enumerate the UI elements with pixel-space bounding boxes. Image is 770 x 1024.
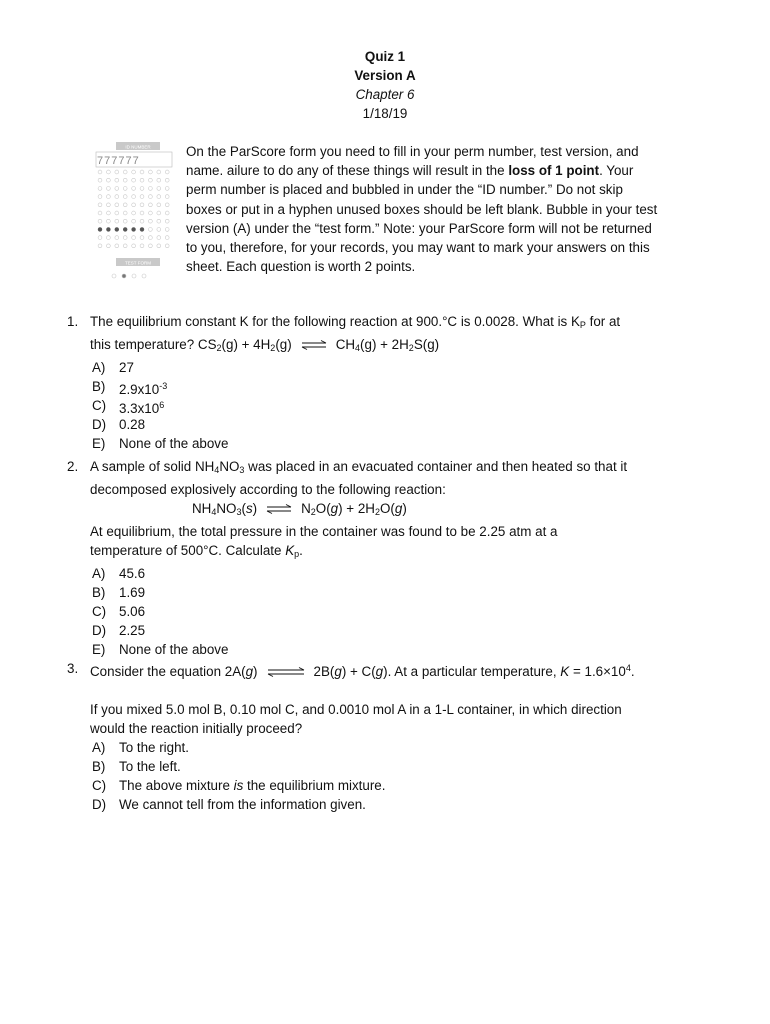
form-bubble xyxy=(157,211,161,215)
form-bubble xyxy=(157,203,161,207)
id-number-digits: 777777 xyxy=(97,155,140,167)
option-letter: C) xyxy=(92,398,107,413)
question-text-line2: decomposed explosively according to the following reaction: xyxy=(90,482,446,497)
question-text: The equilibrium constant K for the following reaction at 900.°C is 0.0028. What is K xyxy=(90,314,580,329)
form-bubble xyxy=(165,236,169,240)
equilibrium-arrow-icon xyxy=(266,667,306,677)
question-2-reaction: $NH_4NO_3(s) N_2O(g) + 2H_2O(g)$ xyxy=(192,501,407,517)
instructions-text-2: . Your perm number is placed and bubbled in under the “ID number.” Do not skip boxes or put in a hyphen unused boxes should be left blank. Bubble in your test version (A) under the “test form.” Note: your ParScore form will not be returned to you, therefore, for your records, you may want to mark your answers on this sheet. Each question is worth 2 points. xyxy=(186,163,658,275)
form-bubble xyxy=(149,178,153,182)
form-bubble xyxy=(123,195,127,199)
id-number-label: ID NUMBER xyxy=(125,144,151,150)
equilibrium-arrow-icon xyxy=(265,504,293,514)
form-bubble xyxy=(98,195,102,199)
form-bubble xyxy=(157,170,161,174)
option-c xyxy=(92,776,667,795)
form-bubble xyxy=(157,187,161,191)
option-letter: B) xyxy=(92,759,106,774)
parscore-form-image xyxy=(94,140,174,288)
form-bubble xyxy=(132,203,136,207)
form-bubble xyxy=(149,228,153,232)
kp-subscript: P xyxy=(579,320,586,330)
question-3-stem: Consider the equation 2A(g) 2B(g) + C(g). At a particular temperature, $K = 1.6\times 10^4$. If you mixed 5.0 mol B, 0.10 mol C, and 0.0010 mol A in a 1-L container, in which direction would the reaction initially proceed? xyxy=(90,659,667,738)
form-bubble xyxy=(149,211,153,215)
form-bubble xyxy=(132,219,136,223)
option-letter: D) xyxy=(92,417,107,432)
question-text-line3: At equilibrium, the total pressure in the container was found to be 2.25 atm at a xyxy=(90,524,558,539)
form-bubble xyxy=(140,211,144,215)
form-bubble xyxy=(149,236,153,240)
option-exponent: -3 xyxy=(159,381,168,391)
form-bubble xyxy=(132,236,136,240)
form-bubble xyxy=(157,236,161,240)
question-text-mid: ). At a particular temperature, xyxy=(383,664,557,679)
question-text-line4-label: temperature of 500°C. Calculate xyxy=(90,543,282,558)
option-mantissa: 3.3x10 xyxy=(119,401,160,416)
quiz-version: Version A xyxy=(354,68,416,83)
question-1-reaction: this temperature? $CS_2(g) + 4H_2(g) CH_4(g) + 2H_2S(g)$ xyxy=(90,337,440,353)
question-number: 1. xyxy=(67,314,79,329)
form-bubble xyxy=(140,244,144,248)
form-bubble xyxy=(98,236,102,240)
form-bubble xyxy=(98,244,102,248)
option-exponent: 6 xyxy=(159,400,165,410)
question-text-line2: this temperature? xyxy=(90,337,195,352)
form-bubble xyxy=(115,244,119,248)
option-mantissa: 2.9x10 xyxy=(119,382,160,397)
option-text-emphasis: is xyxy=(233,778,244,793)
form-bubble xyxy=(132,195,136,199)
option-text: 27 xyxy=(119,360,134,375)
instructions-text-1: On the ParScore form you need to fill in your perm number, test version, and name. ailure to do any of these things will result in the xyxy=(186,144,639,179)
form-bubble xyxy=(149,244,153,248)
option-a xyxy=(92,738,667,757)
form-bubble xyxy=(165,228,169,232)
form-bubble xyxy=(115,211,119,215)
option-text: To the right. xyxy=(119,740,189,755)
form-bubble xyxy=(140,236,144,240)
form-bubble xyxy=(107,170,111,174)
form-bubble xyxy=(115,187,119,191)
option-text: 2.25 xyxy=(119,623,146,638)
option-text: To the left. xyxy=(119,759,181,774)
question-text: A sample of solid NH xyxy=(90,459,215,474)
form-bubble xyxy=(107,236,111,240)
form-bubble xyxy=(107,219,111,223)
form-bubble xyxy=(107,195,111,199)
option-c xyxy=(92,602,667,621)
form-bubble xyxy=(115,203,119,207)
option-letter: E) xyxy=(92,642,106,657)
form-bubble xyxy=(149,187,153,191)
form-bubble xyxy=(132,228,136,232)
option-b xyxy=(92,583,667,602)
form-bubble xyxy=(98,178,102,182)
option-text-post: the equilibrium mixture. xyxy=(243,778,386,793)
form-bubble xyxy=(123,187,127,191)
question-text-line4: temperature of 500°C. Calculate $K_p$. xyxy=(90,543,303,559)
form-bubble xyxy=(165,170,169,174)
option-text xyxy=(119,776,385,795)
form-bubble xyxy=(123,203,127,207)
form-bubble xyxy=(165,203,169,207)
form-bubble xyxy=(123,178,127,182)
form-bubble xyxy=(140,187,144,191)
form-bubble xyxy=(123,228,127,232)
form-bubble xyxy=(98,203,102,207)
form-bubble xyxy=(157,195,161,199)
form-bubble xyxy=(115,195,119,199)
k-exponent: 4 xyxy=(625,663,631,673)
option-text: 0.28 xyxy=(119,417,146,432)
instructions-penalty: loss of 1 point xyxy=(508,163,600,179)
option-letter: A) xyxy=(92,360,106,375)
form-bubble xyxy=(149,170,153,174)
form-bubble xyxy=(165,244,169,248)
form-bubble xyxy=(165,219,169,223)
option-d xyxy=(92,621,667,640)
question-3 xyxy=(67,659,667,814)
form-bubble xyxy=(107,178,111,182)
question-text-end: for at xyxy=(585,314,621,329)
form-bubble xyxy=(132,211,136,215)
form-bubble xyxy=(123,170,127,174)
option-letter: B) xyxy=(92,585,106,600)
form-bubble xyxy=(157,219,161,223)
option-a xyxy=(92,564,667,583)
question-text-line3: would the reaction initially proceed? xyxy=(90,721,303,736)
option-letter: B) xyxy=(92,379,106,394)
option-text: 5.06 xyxy=(119,604,146,619)
form-bubble xyxy=(132,178,136,182)
option-b xyxy=(92,377,667,396)
option-e xyxy=(92,640,667,659)
form-bubble xyxy=(140,228,144,232)
option-e xyxy=(92,434,667,453)
option-text-pre: The above mixture xyxy=(119,778,234,793)
question-1-options xyxy=(92,358,667,453)
option-text: 1.69 xyxy=(119,585,146,600)
form-bubble xyxy=(123,219,127,223)
form-bubble xyxy=(149,195,153,199)
form-bubble xyxy=(123,211,127,215)
question-1-stem xyxy=(90,312,667,358)
option-d xyxy=(92,415,667,434)
form-bubble xyxy=(98,187,102,191)
form-bubble xyxy=(107,244,111,248)
form-bubble xyxy=(140,178,144,182)
question-number: 2. xyxy=(67,459,79,474)
form-bubble xyxy=(98,228,102,232)
option-text: None of the above xyxy=(119,642,229,657)
question-text: Consider the equation 2A( xyxy=(90,664,246,679)
instructions-paragraph xyxy=(186,142,658,276)
question-text-end: was placed in an evacuated container and then heated so that it xyxy=(248,459,628,474)
form-bubble xyxy=(165,187,169,191)
form-bubble xyxy=(132,170,136,174)
form-bubble xyxy=(115,178,119,182)
form-bubble xyxy=(115,170,119,174)
form-bubble xyxy=(149,203,153,207)
option-text: 45.6 xyxy=(119,566,146,581)
form-bubble xyxy=(157,244,161,248)
form-bubble xyxy=(157,178,161,182)
form-bubble xyxy=(98,170,102,174)
form-bubble xyxy=(123,236,127,240)
option-letter: A) xyxy=(92,740,106,755)
quiz-title: Quiz 1 xyxy=(364,49,406,64)
option-letter: C) xyxy=(92,778,107,793)
question-text-line2: If you mixed 5.0 mol B, 0.10 mol C, and 0.0010 mol A in a 1-L container, in which direction xyxy=(90,702,622,717)
form-bubble xyxy=(165,178,169,182)
form-bubble xyxy=(140,195,144,199)
option-letter: D) xyxy=(92,797,107,812)
option-c xyxy=(92,396,667,415)
equilibrium-arrow-icon xyxy=(300,340,328,350)
form-bubble xyxy=(149,219,153,223)
form-bubble xyxy=(98,211,102,215)
option-text: We cannot tell from the information given. xyxy=(119,797,366,812)
form-bubble xyxy=(115,236,119,240)
form-bubble xyxy=(165,211,169,215)
form-bubble xyxy=(107,203,111,207)
question-number: 3. xyxy=(67,661,79,676)
question-2-stem: A sample of solid $NH_4NO_3$ was placed in an evacuated container and then heated so that it decomposed explosively according to the following reaction: $NH_4NO_3(s) N_2O(g) + 2H_2O(g)$ At equilibrium, the total pressure in the container was found to be 2.25 atm at a temperature of 500°C. Calculate $K_p$. xyxy=(90,457,667,564)
form-bubble xyxy=(98,219,102,223)
quiz-chapter: Chapter 6 xyxy=(355,87,415,102)
form-bubble xyxy=(165,195,169,199)
option-letter: D) xyxy=(92,623,107,638)
form-bubble xyxy=(140,219,144,223)
form-bubble xyxy=(132,187,136,191)
option-a xyxy=(92,358,667,377)
option-b xyxy=(92,757,667,776)
form-bubble xyxy=(107,228,111,232)
form-bubble xyxy=(123,244,127,248)
question-2-options xyxy=(92,564,667,659)
quiz-date: 1/18/19 xyxy=(362,106,408,121)
option-letter: C) xyxy=(92,604,107,619)
option-letter: E) xyxy=(92,436,106,451)
parscore-form-graphic xyxy=(94,140,174,288)
form-bubble xyxy=(107,187,111,191)
form-bubble xyxy=(132,244,136,248)
question-3-options xyxy=(92,738,667,814)
form-bubble xyxy=(140,203,144,207)
option-letter: A) xyxy=(92,566,106,581)
option-d xyxy=(92,795,667,814)
form-bubble xyxy=(140,170,144,174)
form-bubble xyxy=(107,211,111,215)
question-2 xyxy=(67,457,667,659)
k-value: = 1.6×10 xyxy=(572,664,626,679)
question-1 xyxy=(67,312,667,453)
form-bubble xyxy=(157,228,161,232)
test-form-label: TEST FORM xyxy=(125,260,151,266)
form-bubble xyxy=(115,219,119,223)
form-bubble xyxy=(115,228,119,232)
option-text: None of the above xyxy=(119,436,229,451)
